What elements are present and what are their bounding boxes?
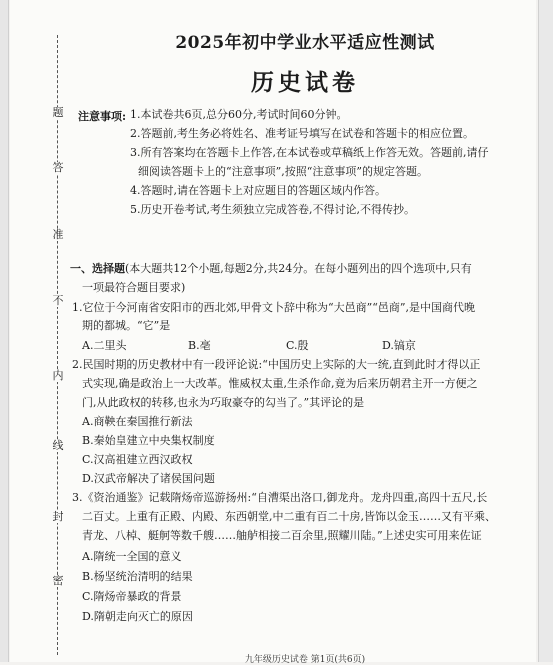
question-1-text: 1.它位于今河南省安阳市的西北郊,甲骨文卜辞中称为“大邑商”“邑商”,是中国商代晚 (72, 301, 475, 314)
question-1-option-b: B.亳 (188, 339, 211, 352)
question-1-option-c: C.殷 (286, 339, 309, 352)
question-1-option-a: A.二里头 (82, 339, 127, 352)
exam-page (10, 0, 536, 665)
notice-label: 注意事项: (78, 110, 127, 123)
question-2-text: 2.民国时期的历史教材中有一段评论说:“中国历史上实际的大一统,直到此时才得以正 (72, 358, 481, 371)
exam-subtitle: 历史试卷 (251, 69, 359, 96)
question-2-option-c: C.汉高祖建立西汉政权 (82, 453, 193, 466)
binding-char: 线 (52, 439, 64, 452)
binding-dashed-line (57, 35, 58, 655)
question-2-option-a: A.商鞅在秦国推行新法 (82, 415, 193, 428)
binding-char: 内 (52, 369, 64, 382)
question-2-option-b: B.秦始皇建立中央集权制度 (82, 434, 215, 447)
binding-char: 封 (52, 510, 64, 523)
binding-char: 题 (52, 106, 64, 119)
question-2-text: 式实现,确是政治上一大改革。惟威权太重,生杀作命,竟为后来历朝君主开一方便之 (82, 377, 478, 390)
question-3-option-a: A.隋统一全国的意义 (82, 550, 182, 563)
question-3-text: 3.《资治通鉴》记载隋炀帝巡游扬州:“自漕渠出洛口,御龙舟。龙舟四重,高四十五尺,长 (72, 491, 488, 504)
question-3-option-d: D.隋朝走向灭亡的原因 (82, 610, 193, 623)
binding-char: 密 (52, 574, 64, 587)
notice-item: 2.答题前,考生务必将姓名、准考证号填写在试卷和答题卡的相应位置。 (130, 127, 474, 140)
notice-item: 4.答题时,请在答题卡上对应题目的答题区域内作答。 (130, 184, 386, 197)
question-3-option-b: B.杨坚统治清明的结果 (82, 570, 193, 583)
notice-item: 细阅读答题卡上的“注意事项”,按照“注意事项”的规定答题。 (138, 165, 428, 178)
viewer-scrollbar-track[interactable] (538, 0, 553, 662)
binding-char: 准 (52, 228, 64, 241)
section-desc-cont: 一项最符合题目要求) (82, 281, 186, 294)
question-3-text: 二百丈。上重有正殿、内殿、东西朝堂,中二重有百二十房,皆饰以金玉……又有平乘、 (82, 510, 496, 523)
section-title: 一、选择题 (70, 262, 125, 275)
question-2-option-d: D.汉武帝解决了诸侯国问题 (82, 472, 215, 485)
question-2-text: 门,从此政权的转移,也永为巧取豪夺的勾当了。”其评论的是 (82, 396, 365, 409)
notice-item: 5.历史开卷考试,考生须独立完成答卷,不得讨论,不得传抄。 (130, 203, 415, 216)
binding-char: 答 (52, 161, 64, 174)
section-desc: (本大题共12个小题,每题2分,共24分。在每小题列出的四个选项中,只有 (125, 262, 472, 275)
viewer-left-edge (0, 0, 9, 662)
question-1-option-d: D.镐京 (382, 339, 416, 352)
exam-title: 2025年初中学业水平适应性测试 (175, 33, 435, 53)
page-footer: 九年级历史试卷 第1页(共6页) (244, 655, 366, 665)
binding-char: 不 (52, 294, 64, 307)
question-1-text: 期的都城。“它”是 (82, 319, 171, 332)
section-heading (70, 262, 472, 276)
notice-item: 1.本试卷共6页,总分60分,考试时间60分钟。 (130, 108, 348, 121)
question-3-option-c: C.隋炀帝暴政的背景 (82, 590, 182, 603)
question-3-text: 青龙、八棹、艇舸等数千艘……舳舻相接二百余里,照耀川陆。”上述史实可用来佐证 (82, 529, 482, 542)
notice-item: 3.所有答案均在答题卡上作答,在本试卷或草稿纸上作答无效。答题前,请仔 (130, 146, 489, 159)
